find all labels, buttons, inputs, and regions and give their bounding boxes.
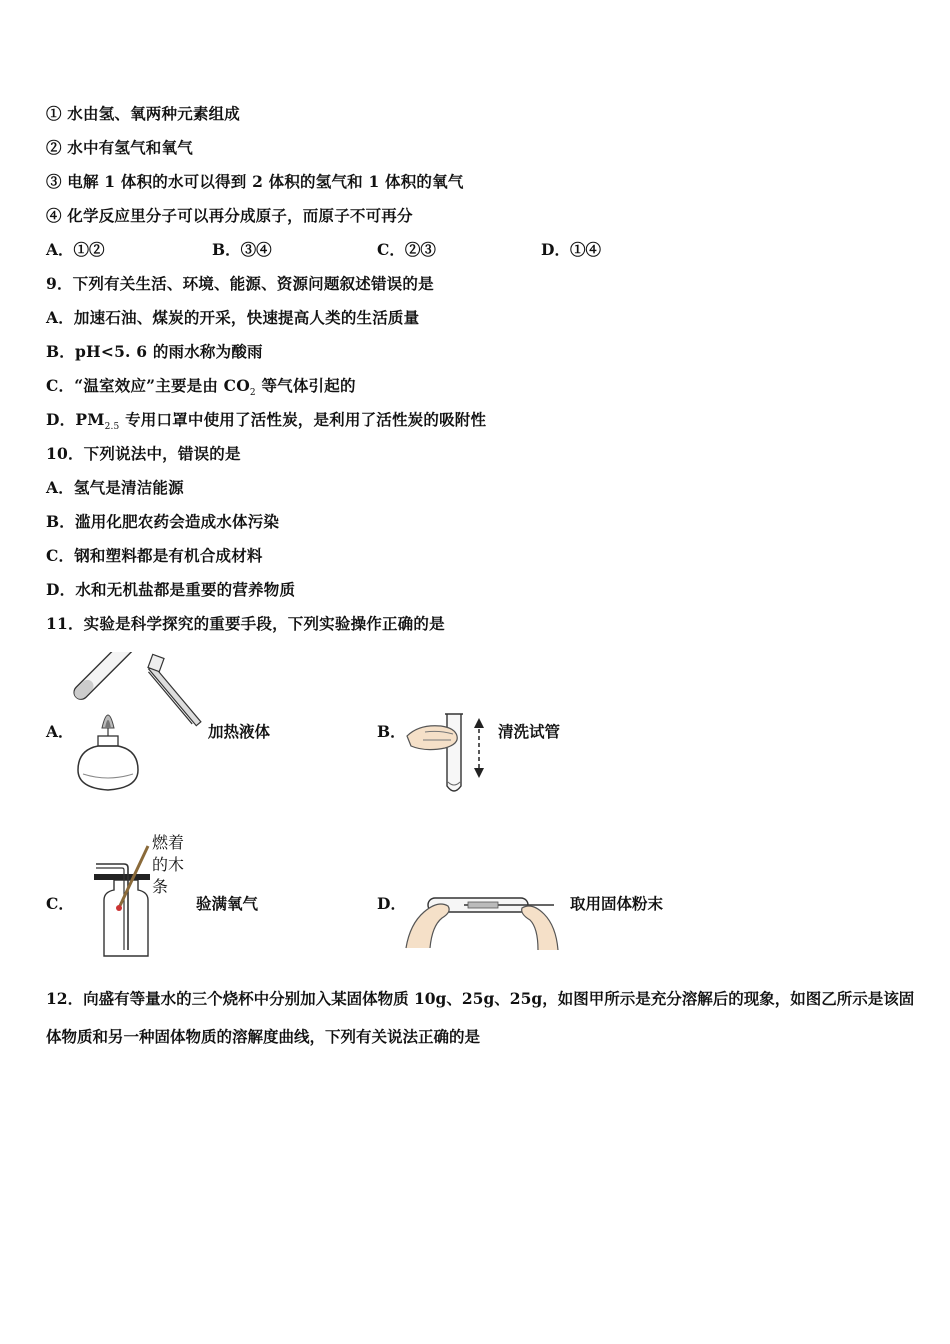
q10-option-a[interactable]: A．氢气是清洁能源 [46,478,184,497]
q9-option-d-text: D．PM [46,410,105,429]
burning-stick-label-line-2: 的木 [152,855,185,874]
q9-option-d-subscript: 2.5 [104,422,120,433]
q9-option-c-subscript: 2 [249,388,256,399]
q11-option-d-letter[interactable]: D． [377,894,406,913]
q9-option-c[interactable] [46,374,356,398]
q10-stem: 10．下列说法中，错误的是 [46,444,241,463]
q9-option-c-text: C．“温室效应”主要是由 CO [46,376,250,395]
q11-option-c-letter[interactable]: C． [46,894,74,913]
q10-option-d[interactable]: D．水和无机盐都是重要的营养物质 [46,580,296,599]
q9-stem: 9．下列有关生活、环境、能源、资源问题叙述错误的是 [46,274,434,293]
washing-tube-figure [405,710,497,800]
q11-option-b-letter[interactable]: B． [377,722,406,741]
powder-sampling-figure [404,878,564,952]
q11-option-a-letter[interactable]: A． [46,722,74,741]
q8-option-d[interactable]: D．①④ [541,240,601,259]
statement-4: ④ 化学反应里分子可以再分成原子，而原子不可再分 [46,206,413,225]
q9-option-c-text-end: 等气体引起的 [255,376,356,395]
q9-option-b[interactable]: B．pH<5. 6 的雨水称为酸雨 [46,342,263,361]
q11-option-b-caption: 清洗试管 [498,722,561,741]
burning-stick-label-line-1: 燃着 [152,833,185,852]
q8-option-b[interactable]: B．③④ [212,240,272,259]
q9-option-a[interactable]: A．加速石油、煤炭的开采，快速提高人类的生活质量 [46,308,420,327]
heating-liquid-figure [68,652,210,798]
burning-stick-label [152,832,184,898]
q9-option-d[interactable] [46,408,486,432]
statement-1: ① 水由氢、氧两种元素组成 [46,104,240,123]
q10-option-b[interactable]: B．滥用化肥农药会造成水体污染 [46,512,280,531]
statement-3: ③ 电解 1 体积的水可以得到 2 体积的氢气和 1 体积的氧气 [46,172,464,191]
oxygen-check-figure [90,840,156,962]
q11-option-c-caption: 验满氧气 [196,894,259,913]
q11-option-d-caption: 取用固体粉末 [570,894,664,913]
q10-option-c[interactable]: C．钢和塑料都是有机合成材料 [46,546,263,565]
q11-stem: 11．实验是科学探究的重要手段，下列实验操作正确的是 [46,614,445,633]
q9-option-d-text-end: 专用口罩中使用了活性炭，是利用了活性炭的吸附性 [119,410,487,429]
q8-option-c[interactable]: C．②③ [377,240,436,259]
q12-stem: 12．向盛有等量水的三个烧杯中分别加入某固体物质 10g、25g、25g，如图甲所示是充分溶解后的现象，如图乙所示是该固体物质和另一种固体物质的溶解度曲线，下列有关说法正确的是 [46,989,915,1046]
statement-2: ② 水中有氢气和氧气 [46,138,193,157]
q11-option-a-caption: 加热液体 [208,722,271,741]
q8-option-a[interactable]: A．①② [46,240,105,259]
burning-stick-label-line-3: 条 [152,877,169,896]
